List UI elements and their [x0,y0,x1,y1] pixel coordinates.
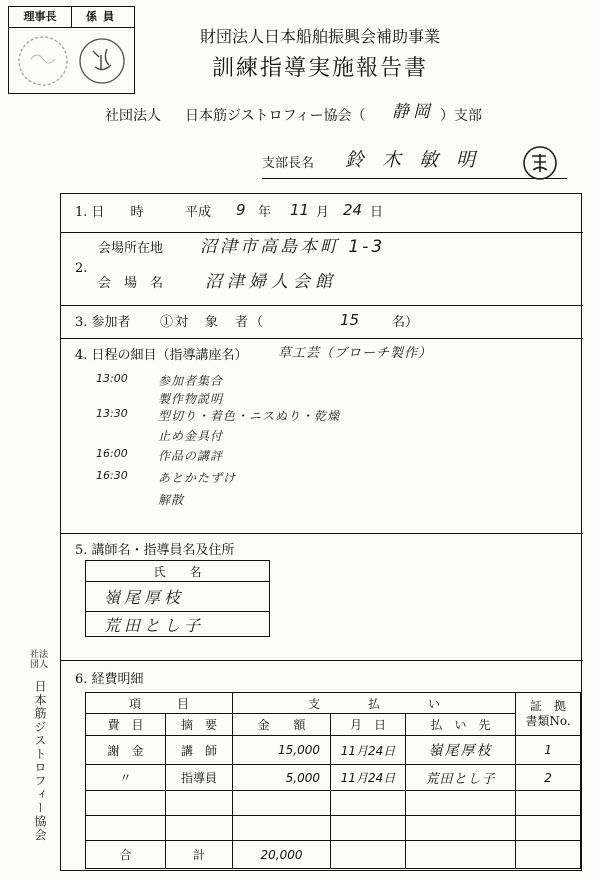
schedule-item [0,372,600,388]
date-year-unit: 年 [258,205,272,220]
table-row [86,736,581,765]
schedule-text: 型切り・着色・ニスぬり・乾燥 [158,409,341,423]
org-name: 日本筋ジストロフィー協会（ [185,108,366,124]
column-header-date: 月 日 [331,714,406,736]
date-era: 平成 [185,205,212,220]
schedule-time: 16:30 [96,469,128,482]
chief-label: 支部長名 [262,156,315,171]
evidence-header-cell [516,693,581,736]
schedule-text: 止め金具付 [158,429,224,443]
date-day-handwritten: 24 [343,201,363,219]
venue-address-handwritten: 沼津市高島本町 1-3 [200,237,386,257]
schedule-time: 13:00 [96,372,128,385]
org-suffix: ）支部 [440,108,482,124]
divider [60,533,583,534]
date-day-unit: 日 [370,205,384,220]
schedule-text: 解散 [158,493,185,507]
date-month-handwritten: 11 [290,201,310,219]
schedule-item [0,407,600,423]
instructors-name-header: 氏 名 [86,561,270,582]
approval-stamps-seal-icon [9,29,134,91]
expenses-table [85,692,581,869]
group-header-evidence: 証 拠 [530,699,567,713]
table-row-empty [86,791,581,816]
org-branch-handwritten: 静岡 [392,102,434,122]
group-header-payment: 支 払 い [233,693,516,714]
group-header-item: 項 目 [86,693,233,714]
section-2-number: 2. [75,261,88,276]
title-subsidy-program: 財団法人日本船舶振興会補助事業 [199,27,440,46]
table-row-total [86,841,581,869]
course-name-handwritten: 草工芸（ブローチ製作） [278,346,433,361]
column-header-description: 摘 要 [166,714,233,736]
cell-category: 謝 金 [86,736,166,765]
schedule-text: 作品の講評 [158,449,224,463]
column-header-evidence-no: 書類No. [525,714,571,728]
schedule-label: 4. 日程の細目（指導講座名） [75,348,248,363]
divider [60,338,583,339]
schedule-text: あとかたずけ [158,471,237,485]
schedule-item [0,491,600,507]
divider [60,660,583,661]
cell-description: 講 師 [166,736,233,765]
page-title: 訓練指導実施報告書 [211,56,428,81]
approval-stamp-box [8,6,135,94]
schedule-time: 16:00 [96,447,128,460]
column-header-amount: 金 額 [233,714,331,736]
instructor-name-handwritten: 荒田とし子 [86,612,270,637]
schedule-time: 13:30 [96,407,128,420]
cell-payee: 嶺尾厚枝 [406,736,516,765]
divider [60,305,583,306]
participants-count-handwritten: 15 [340,311,360,329]
cell-evidence-no: 1 [516,736,581,765]
participants-count-unit: 名） [392,315,419,330]
table-row [86,765,581,791]
participants-label: 3. 参加者 [75,315,131,330]
side-note-prefix-bottom: 団人 [30,660,49,670]
date-year-handwritten: 9 [236,201,246,219]
chief-seal-icon [521,144,559,182]
stamp-header-staff: 係員 [72,7,134,28]
cell-payee: 荒田とし子 [406,765,516,791]
table-row-empty [86,816,581,841]
cell-amount: 15,000 [233,736,331,765]
org-prefix: 社団法人 [105,108,161,124]
cell-amount: 5,000 [233,765,331,791]
schedule-item [0,469,600,485]
side-note-prefix-top: 社法 [30,650,49,660]
schedule-text: 製作物説明 [158,392,224,406]
cell-category: 〃 [86,765,166,791]
instructors-label: 5. 講師名・指導員名及住所 [75,543,235,558]
venue-name-label: 会 場 名 [98,276,164,291]
column-header-category: 費 目 [86,714,166,736]
side-note-prefix [30,650,48,670]
cell-date: 11月24日 [331,765,406,791]
total-label-left: 合 [86,841,166,869]
expenses-label: 6. 経費明細 [75,672,144,687]
chief-name-handwritten: 鈴木敏明 [345,149,494,171]
participants-target-label: ①対 象 者（ [160,315,266,330]
total-label-right: 計 [166,841,233,869]
venue-name-handwritten: 沼津婦人会館 [205,272,337,292]
instructors-table [85,560,270,637]
total-amount: 20,000 [233,841,331,869]
stamp-header-director: 理事長 [9,7,72,28]
date-month-unit: 月 [316,205,330,220]
instructor-name-handwritten: 嶺尾厚枝 [86,582,270,612]
schedule-item [0,427,600,443]
schedule-text: 参加者集合 [158,374,224,388]
cell-date: 11月24日 [331,736,406,765]
schedule-item [0,390,600,406]
cell-evidence-no: 2 [516,765,581,791]
divider [60,232,583,233]
cell-description: 指導員 [166,765,233,791]
side-note-name: 日本筋ジストロフィー協会 [33,680,47,842]
column-header-payee: 払 い 先 [406,714,516,736]
venue-address-label: 会場所在地 [98,241,164,256]
date-label: 1. 日 時 [75,205,144,220]
schedule-item [0,447,600,463]
